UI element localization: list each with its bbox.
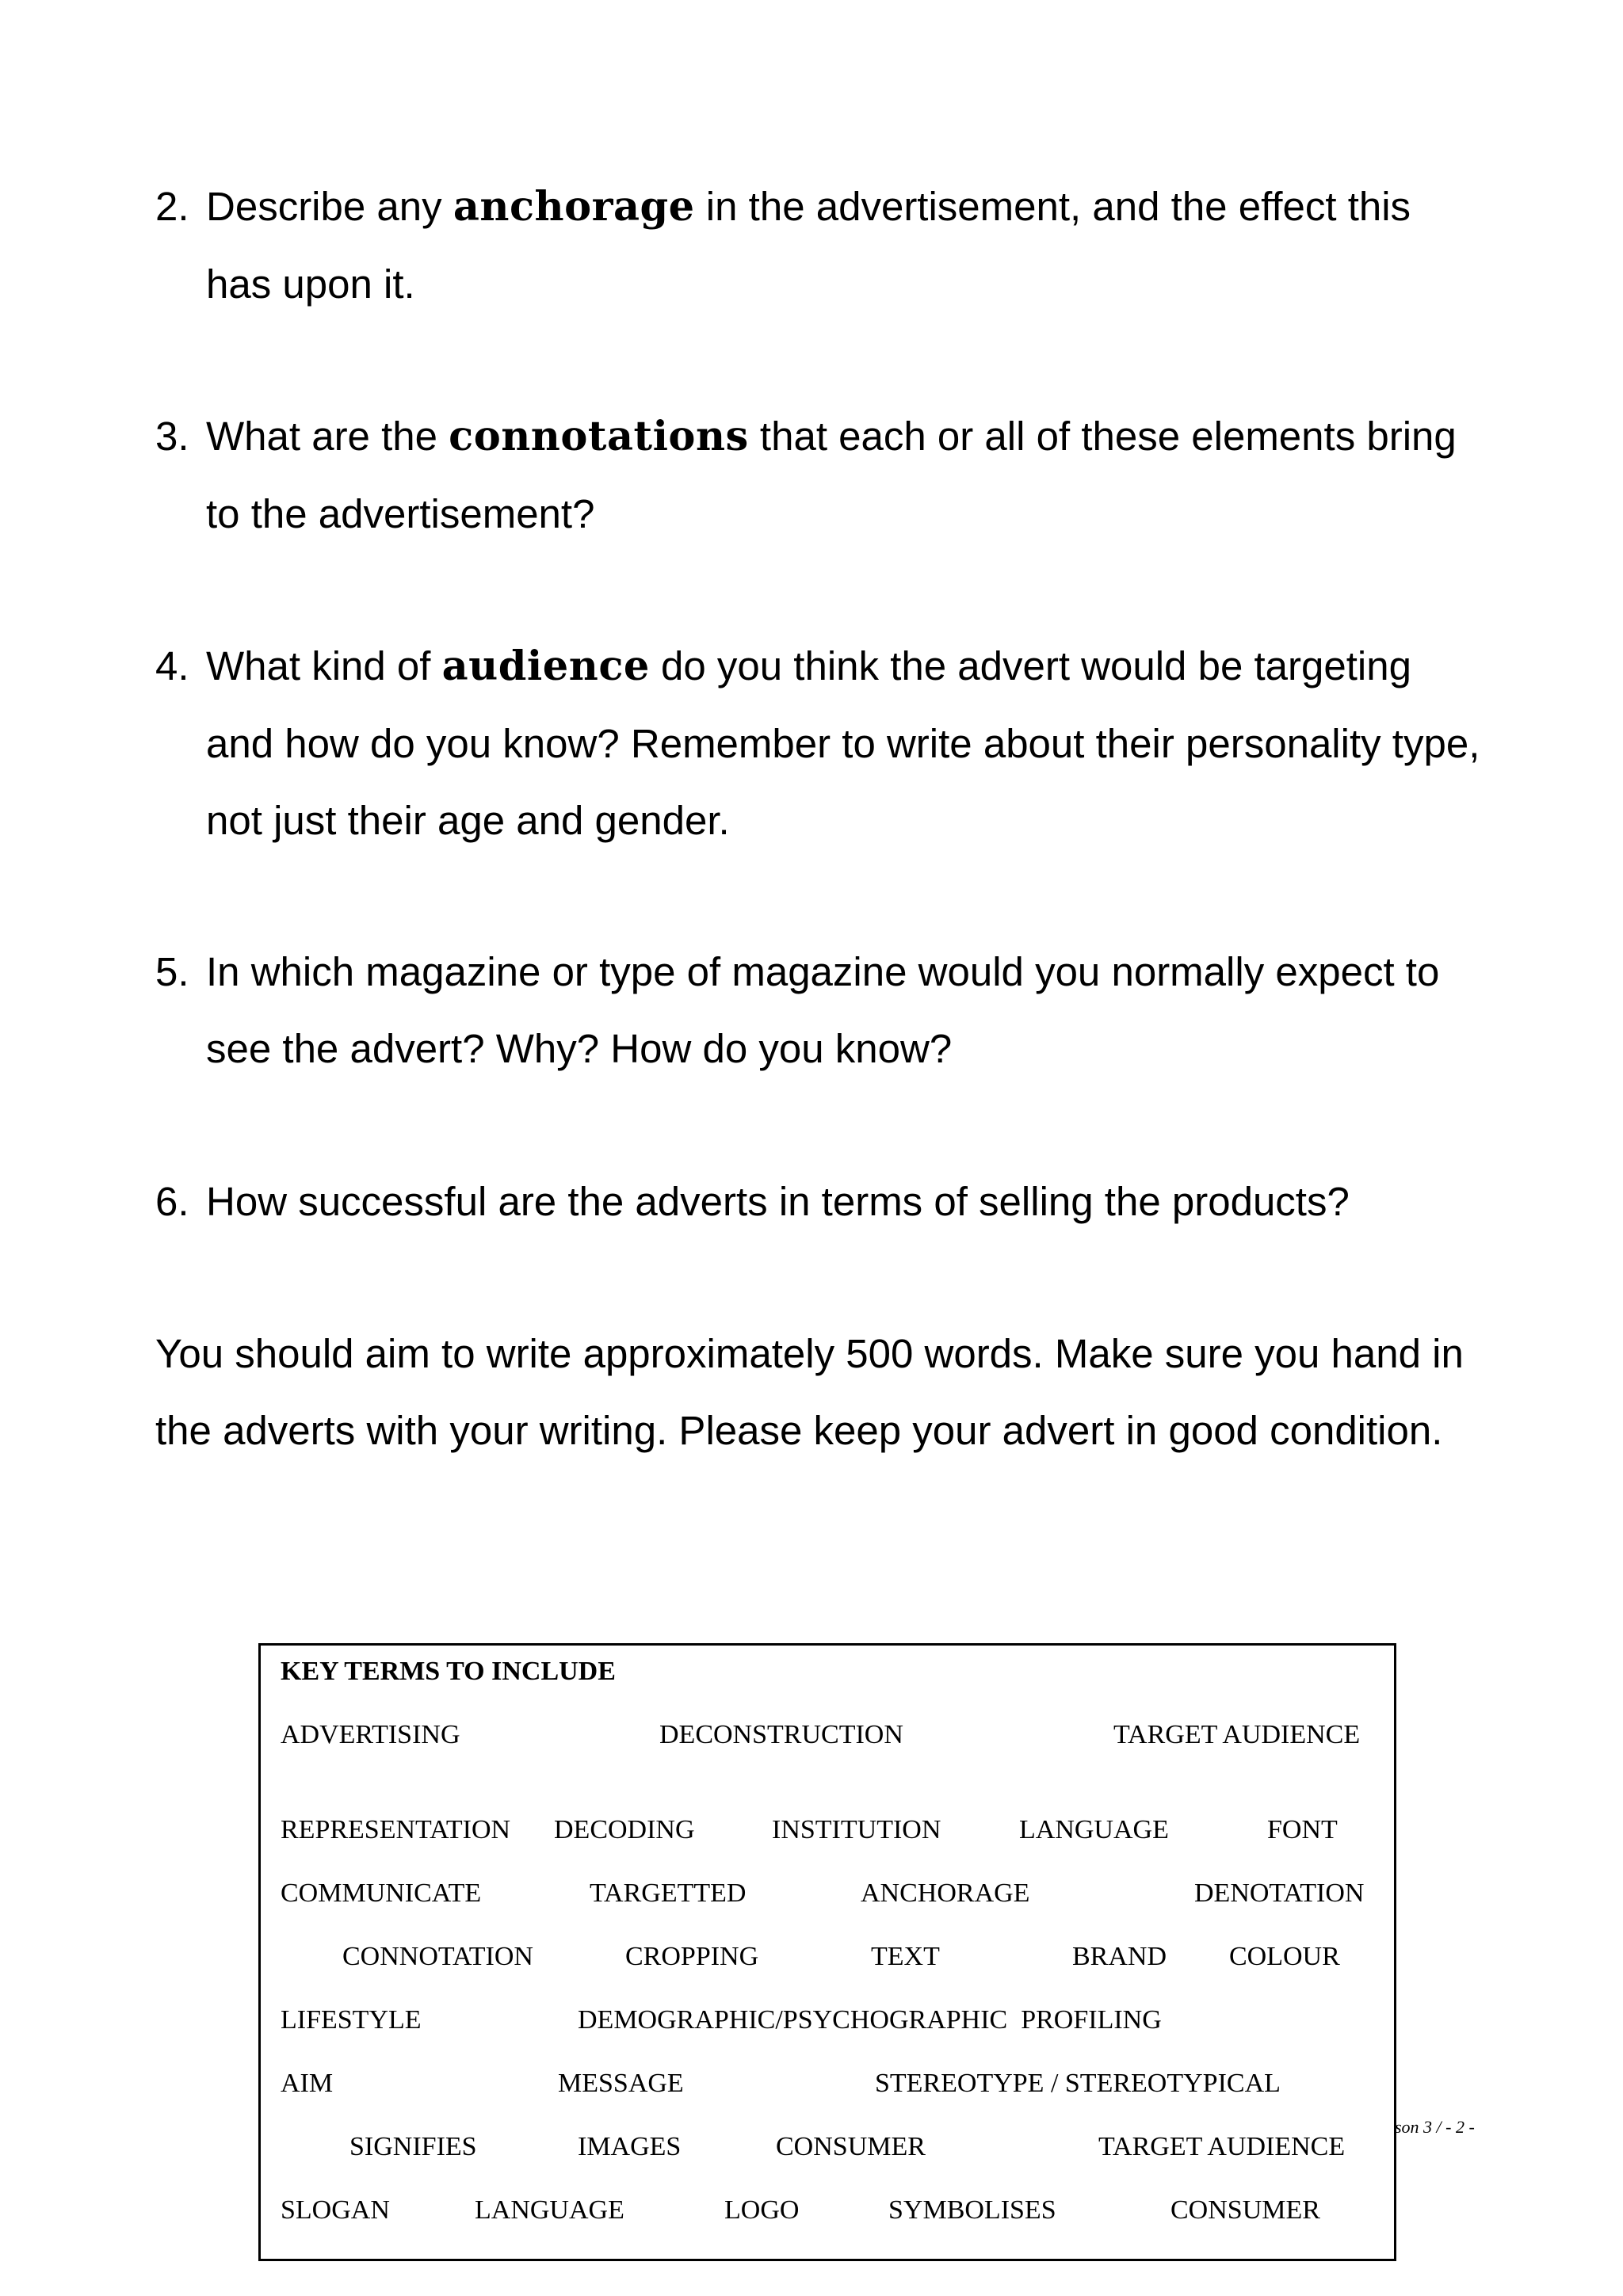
- key-term: COLOUR: [1229, 1942, 1340, 1971]
- key-term: LOGO: [724, 2195, 800, 2225]
- key-term: CROPPING: [625, 1942, 759, 1971]
- question-2: [155, 168, 1487, 322]
- key-term: CONSUMER: [776, 2132, 926, 2161]
- key-term: DECONSTRUCTION: [659, 1720, 903, 1749]
- key-term: ADVERTISING: [281, 1720, 460, 1749]
- key-term: TARGET AUDIENCE: [1098, 2132, 1346, 2161]
- question-3: [155, 398, 1487, 552]
- key-term: INSTITUTION: [772, 1815, 941, 1844]
- key-term: DENOTATION: [1194, 1878, 1365, 1908]
- key-term: SLOGAN: [281, 2195, 390, 2225]
- question-number: 4.: [155, 643, 189, 688]
- key-term: LIFESTYLE: [281, 2005, 422, 2035]
- key-term: CONNOTATION: [342, 1942, 533, 1971]
- question-text: What are the: [206, 414, 449, 459]
- key-term: DEMOGRAPHIC/PSYCHOGRAPHIC PROFILING: [578, 2005, 1162, 2035]
- key-term: STEREOTYPE / STEREOTYPICAL: [875, 2069, 1281, 2098]
- keyword-anchorage: anchorage: [453, 183, 695, 231]
- question-number: 6.: [155, 1179, 189, 1224]
- key-term: DECODING: [554, 1815, 695, 1844]
- key-term: TEXT: [871, 1942, 940, 1971]
- keyword-connotations: connotations: [449, 413, 749, 460]
- key-term: REPRESENTATION: [281, 1815, 511, 1844]
- question-4: [155, 627, 1487, 859]
- question-number: 2.: [155, 184, 189, 229]
- key-term: FONT: [1267, 1815, 1338, 1844]
- key-term: TARGET AUDIENCE: [1113, 1720, 1361, 1749]
- key-terms-title: KEY TERMS TO INCLUDE: [281, 1657, 616, 1686]
- key-term: SIGNIFIES: [349, 2132, 477, 2161]
- key-term: LANGUAGE: [475, 2195, 624, 2225]
- key-terms-box: [258, 1643, 1396, 2261]
- question-text: that each or all of these elements bring to the advertisement?: [206, 414, 1457, 536]
- instructions-paragraph: You should aim to write approximately 500 words. Make sure you hand in the adverts with your writing. Please keep your advert in good condition.: [155, 1331, 1464, 1453]
- page-footer-reference: son 3 / - 2 -: [1395, 2117, 1475, 2137]
- question-text: In which magazine or type of magazine would you normally expect to see the advert? Why? How do you know?: [206, 949, 1440, 1071]
- key-term: LANGUAGE: [1019, 1815, 1169, 1844]
- key-term: CONSUMER: [1170, 2195, 1320, 2225]
- question-text: in the advertisement, and the effect this has upon it.: [206, 184, 1411, 307]
- key-term: IMAGES: [578, 2132, 682, 2161]
- key-term: ANCHORAGE: [861, 1878, 1030, 1908]
- question-text: How successful are the adverts in terms of selling the products?: [206, 1179, 1350, 1224]
- question-text: What kind of: [206, 643, 442, 688]
- question-text: do you think the advert would be targeting and how do you know? Remember to write about their personality type, not just their age and gender.: [206, 643, 1480, 843]
- question-number: 5.: [155, 949, 189, 994]
- question-6: [155, 1163, 1487, 1240]
- key-term: AIM: [281, 2069, 334, 2098]
- key-term: MESSAGE: [558, 2069, 684, 2098]
- key-term: BRAND: [1072, 1942, 1167, 1971]
- question-number: 3.: [155, 414, 189, 459]
- key-term: COMMUNICATE: [281, 1878, 482, 1908]
- key-term: TARGETTED: [590, 1878, 747, 1908]
- keyword-audience: audience: [441, 643, 650, 690]
- question-5: [155, 933, 1487, 1087]
- question-text: Describe any: [206, 184, 453, 229]
- key-term: SYMBOLISES: [888, 2195, 1056, 2225]
